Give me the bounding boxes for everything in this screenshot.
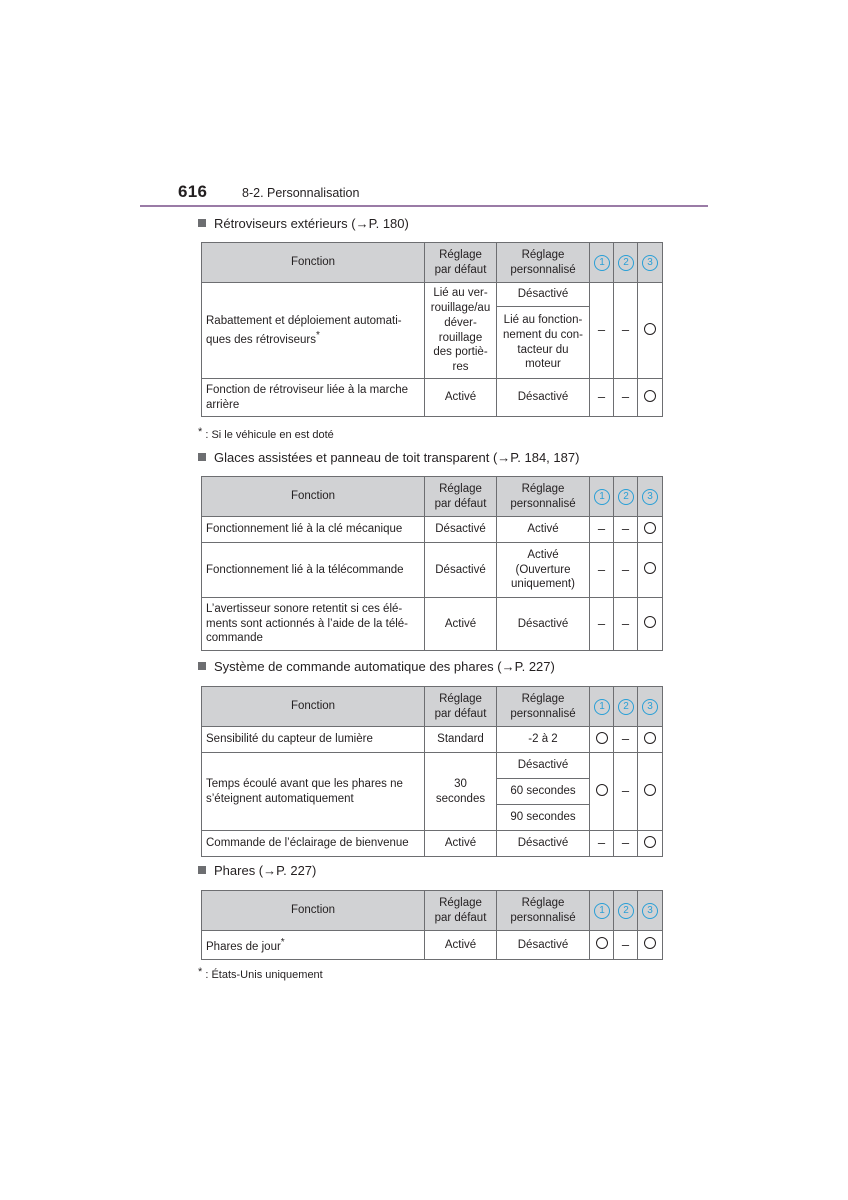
circle-mark-icon [644, 784, 656, 796]
cell-default: 30 secondes [425, 753, 497, 831]
cell-2 [614, 517, 638, 543]
table-header-row [202, 891, 663, 931]
table-row [202, 517, 663, 543]
cell-default: Activé [425, 598, 497, 651]
cell-custom: Désactivé [497, 753, 590, 779]
table-header-row [202, 687, 663, 727]
cell-custom: Désactivé [497, 831, 590, 857]
circled-1-icon: 1 [594, 489, 610, 505]
circled-3-icon: 3 [642, 255, 658, 271]
cell-default: Désactivé [425, 543, 497, 598]
table-row [202, 753, 663, 779]
table-windows [201, 476, 663, 651]
col-fonction: Fonction [202, 687, 425, 727]
table-row [202, 598, 663, 651]
table-row [202, 379, 663, 417]
cell-3 [638, 753, 663, 831]
section-heading-daytime-lights [198, 863, 316, 878]
table-row [202, 283, 663, 307]
cell-3 [638, 727, 663, 753]
section-heading-mirrors [198, 216, 409, 231]
cell-custom: Désactivé [497, 598, 590, 651]
cell-2 [614, 727, 638, 753]
col-1 [590, 687, 614, 727]
dash: – [621, 936, 630, 952]
dash: – [597, 615, 606, 631]
table-row [202, 831, 663, 857]
col-default: Réglage par défaut [425, 477, 497, 517]
header-rule [140, 205, 708, 207]
circle-mark-icon [596, 732, 608, 744]
cell-1 [590, 931, 614, 960]
circled-1-icon: 1 [594, 699, 610, 715]
cell-custom: Désactivé [497, 931, 590, 960]
dash: – [597, 521, 606, 537]
footnote-text: : Si le véhicule en est doté [205, 429, 334, 441]
cell-3 [638, 831, 663, 857]
cell-default: Activé [425, 931, 497, 960]
cell-1 [590, 598, 614, 651]
col-custom: Réglage personnalisé [497, 477, 590, 517]
cell-function: Temps écoulé avant que les phares ne s’éteignent automatiquement [202, 753, 425, 831]
circled-3-icon: 3 [642, 903, 658, 919]
circle-mark-icon [644, 732, 656, 744]
dash: – [621, 835, 630, 851]
footnote-mirrors [198, 426, 334, 441]
section-heading-text: Phares (→P. 227) [214, 863, 317, 878]
dash: – [621, 561, 630, 577]
col-custom: Réglage personnalisé [497, 891, 590, 931]
dash: – [621, 615, 630, 631]
footnote-star: * [198, 966, 203, 978]
page-header [178, 180, 708, 210]
cell-default: Lié au ver- rouillage/au déver- rouillage des portiè- res [425, 283, 497, 379]
table-row [202, 543, 663, 598]
cell-3 [638, 379, 663, 417]
cell-2 [614, 283, 638, 379]
circled-3-icon: 3 [642, 489, 658, 505]
col-fonction: Fonction [202, 891, 425, 931]
cell-function: Commande de l’éclairage de bienvenue [202, 831, 425, 857]
col-3 [638, 891, 663, 931]
circle-mark-icon [644, 323, 656, 335]
col-2 [614, 891, 638, 931]
col-default: Réglage par défaut [425, 243, 497, 283]
col-2 [614, 477, 638, 517]
cell-custom: Activé (Ouverture uniquement) [497, 543, 590, 598]
square-bullet-icon [198, 453, 206, 461]
cell-custom: -2 à 2 [497, 727, 590, 753]
table-header-row [202, 243, 663, 283]
col-fonction: Fonction [202, 477, 425, 517]
square-bullet-icon [198, 866, 206, 874]
cell-2 [614, 543, 638, 598]
page-number: 616 [178, 182, 208, 201]
circled-2-icon: 2 [618, 255, 634, 271]
table-row [202, 727, 663, 753]
cell-custom: Activé [497, 517, 590, 543]
cell-default: Standard [425, 727, 497, 753]
table-auto-headlights [201, 686, 663, 857]
col-2 [614, 687, 638, 727]
cell-function: Rabattement et déploiement automati- ques des rétroviseurs* [202, 283, 425, 379]
col-3 [638, 477, 663, 517]
dash: – [597, 561, 606, 577]
col-2 [614, 243, 638, 283]
section-heading-text: Glaces assistées et panneau de toit transparent (→P. 184, 187) [214, 450, 580, 465]
circled-2-icon: 2 [618, 903, 634, 919]
cell-default: Activé [425, 379, 497, 417]
cell-3 [638, 543, 663, 598]
cell-function: Sensibilité du capteur de lumière [202, 727, 425, 753]
dash: – [597, 389, 606, 405]
cell-3 [638, 931, 663, 960]
dash: – [621, 322, 630, 338]
section-heading-windows [198, 450, 579, 465]
cell-function: L’avertisseur sonore retentit si ces élé- ments sont actionnés à l’aide de la télé- commande [202, 598, 425, 651]
section-heading-text: Rétroviseurs extérieurs (→P. 180) [214, 216, 409, 231]
col-fonction: Fonction [202, 243, 425, 283]
col-custom: Réglage personnalisé [497, 687, 590, 727]
col-1 [590, 477, 614, 517]
dash: – [621, 783, 630, 799]
cell-2 [614, 379, 638, 417]
cell-1 [590, 517, 614, 543]
section-heading-auto-headlights [198, 659, 555, 674]
circled-2-icon: 2 [618, 489, 634, 505]
dash: – [597, 322, 606, 338]
cell-custom: 90 secondes [497, 805, 590, 831]
cell-default: Activé [425, 831, 497, 857]
section-heading-text: Système de commande automatique des phares (→P. 227) [214, 659, 555, 674]
circle-mark-icon [596, 784, 608, 796]
cell-1 [590, 727, 614, 753]
cell-2 [614, 931, 638, 960]
cell-custom: Désactivé [497, 283, 590, 307]
col-3 [638, 687, 663, 727]
col-custom: Réglage personnalisé [497, 243, 590, 283]
circled-2-icon: 2 [618, 699, 634, 715]
cell-1 [590, 379, 614, 417]
cell-1 [590, 283, 614, 379]
cell-function: Fonctionnement lié à la clé mécanique [202, 517, 425, 543]
dash: – [621, 389, 630, 405]
cell-2 [614, 598, 638, 651]
col-1 [590, 243, 614, 283]
section-title: 8-2. Personnalisation [242, 186, 360, 200]
cell-3 [638, 283, 663, 379]
cell-custom: 60 secondes [497, 779, 590, 805]
cell-2 [614, 831, 638, 857]
table-daytime-lights [201, 890, 663, 960]
cell-custom: Désactivé [497, 379, 590, 417]
circle-mark-icon [644, 562, 656, 574]
footnote-text: : États-Unis uniquement [205, 969, 323, 981]
table-mirrors [201, 242, 663, 417]
cell-2 [614, 753, 638, 831]
circle-mark-icon [596, 937, 608, 949]
cell-1 [590, 831, 614, 857]
cell-custom: Lié au fonction- nement du con- tacteur du moteur [497, 307, 590, 379]
cell-3 [638, 517, 663, 543]
cell-function: Phares de jour* [202, 931, 425, 960]
col-default: Réglage par défaut [425, 687, 497, 727]
square-bullet-icon [198, 662, 206, 670]
col-1 [590, 891, 614, 931]
circle-mark-icon [644, 522, 656, 534]
col-default: Réglage par défaut [425, 891, 497, 931]
circle-mark-icon [644, 836, 656, 848]
circled-3-icon: 3 [642, 699, 658, 715]
table-row [202, 931, 663, 960]
circled-1-icon: 1 [594, 903, 610, 919]
footnote-star: * [198, 426, 203, 438]
cell-3 [638, 598, 663, 651]
footnote-daytime-lights [198, 966, 323, 981]
cell-1 [590, 543, 614, 598]
dash: – [597, 835, 606, 851]
cell-1 [590, 753, 614, 831]
circle-mark-icon [644, 390, 656, 402]
col-3 [638, 243, 663, 283]
circle-mark-icon [644, 616, 656, 628]
cell-function: Fonction de rétroviseur liée à la marche arrière [202, 379, 425, 417]
cell-function: Fonctionnement lié à la télécommande [202, 543, 425, 598]
dash: – [621, 521, 630, 537]
square-bullet-icon [198, 219, 206, 227]
circled-1-icon: 1 [594, 255, 610, 271]
table-header-row [202, 477, 663, 517]
circle-mark-icon [644, 937, 656, 949]
dash: – [621, 731, 630, 747]
cell-default: Désactivé [425, 517, 497, 543]
